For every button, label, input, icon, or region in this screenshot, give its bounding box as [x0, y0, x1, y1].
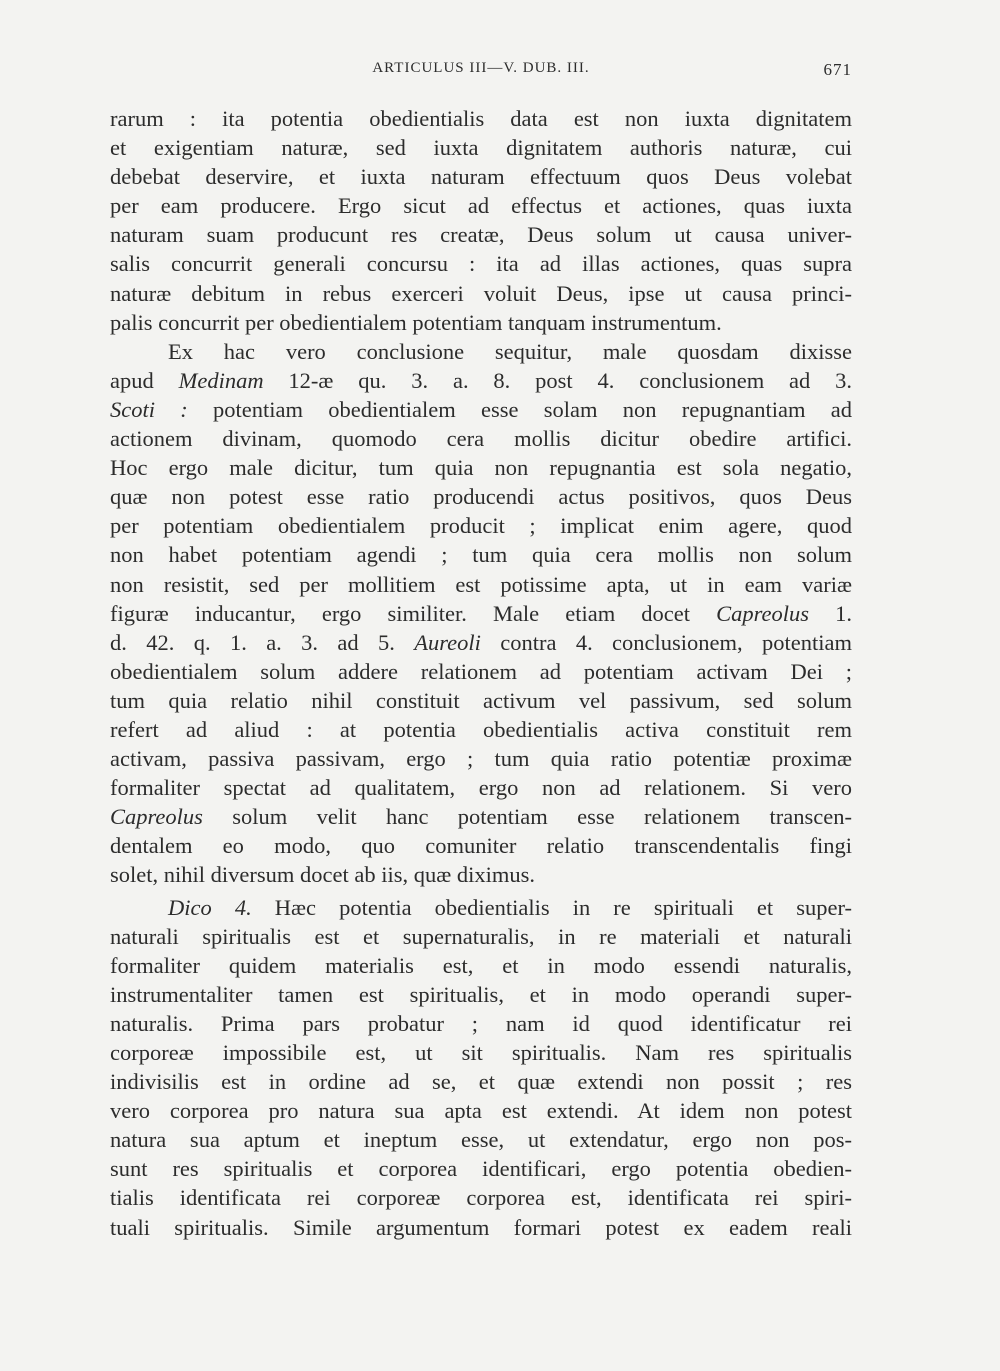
- text-line: [110, 773, 852, 802]
- text-line: [110, 1096, 852, 1125]
- text-line: [110, 599, 852, 628]
- italic-citation: Scoti :: [110, 396, 188, 422]
- text-line: [110, 570, 852, 599]
- text-line: [110, 744, 852, 773]
- text-segment: et exigentiam naturæ, sed iuxta dignitatem authoris naturæ, cui: [110, 135, 852, 161]
- text-segment: sunt res spiritualis et corporea identificari, ergo potentia obedien-: [110, 1156, 852, 1182]
- text-line: [110, 366, 852, 395]
- text-segment: per potentiam obedientialem producit ; implicat enim agere, quod: [110, 513, 852, 539]
- text-segment: instrumentaliter tamen est spiritualis, et in modo operandi super-: [110, 981, 852, 1007]
- text-line: [110, 715, 852, 744]
- text-segment: potentiam obedientialem esse solam non repugnantiam ad: [187, 396, 853, 422]
- text-line: [110, 1183, 852, 1212]
- text-line: [110, 893, 852, 922]
- text-line: [110, 1213, 852, 1242]
- text-segment: quæ non potest esse ratio producendi actus positivos, quos Deus: [110, 484, 852, 510]
- text-segment: contra 4. conclusionem, potentiam: [480, 629, 852, 655]
- text-line: [110, 1154, 852, 1183]
- text-line: [110, 337, 852, 366]
- text-line: [110, 831, 852, 860]
- text-segment: natura sua aptum et ineptum esse, ut extendatur, ergo non pos-: [110, 1127, 852, 1153]
- text-segment: vero corporea pro natura sua apta est extendi. At idem non potest: [110, 1098, 852, 1124]
- text-line: [110, 424, 852, 453]
- text-segment: actionem divinam, quomodo cera mollis dicitur obedire artifici.: [110, 426, 852, 452]
- text-segment: activam, passiva passivam, ergo ; tum quia ratio potentiæ proximæ: [110, 746, 852, 772]
- text-segment: obedientialem solum addere relationem ad potentiam activam Dei ;: [110, 658, 852, 684]
- italic-citation: Dico 4.: [168, 894, 252, 920]
- text-segment: solum velit hanc potentiam esse relationem transcen-: [202, 804, 852, 830]
- text-segment: d. 42. q. 1. a. 3. ad 5.: [110, 629, 415, 655]
- italic-citation: Medinam: [178, 367, 264, 393]
- text-line: [110, 686, 852, 715]
- text-segment: figuræ inducantur, ergo similiter. Male etiam docet: [110, 600, 717, 626]
- text-line: [110, 1125, 852, 1154]
- italic-citation: Capreolus: [716, 600, 810, 626]
- text-segment: 12-æ qu. 3. a. 8. post 4. conclusionem ad 3.: [263, 367, 852, 393]
- text-segment: tialis identificata rei corporeæ corporea est, identificata rei spiri-: [110, 1185, 852, 1211]
- body-text: [110, 104, 852, 1242]
- text-line: [110, 628, 852, 657]
- text-line: [110, 104, 852, 133]
- text-segment: naturæ debitum in rebus exerceri voluit Deus, ipse ut causa princi-: [110, 280, 852, 306]
- text-segment: rarum : ita potentia obedientialis data est non iuxta dignitatem: [110, 106, 852, 131]
- text-segment: non resistit, sed per mollitiem est potissime apta, ut in eam variæ: [110, 571, 852, 597]
- text-line: [110, 951, 852, 980]
- text-segment: debebat deservire, et iuxta naturam effectuum quos Deus volebat: [110, 164, 852, 190]
- text-segment: Ex hac vero conclusione sequitur, male quosdam dixisse: [168, 338, 852, 364]
- text-line: [110, 133, 852, 162]
- text-segment: tuali spiritualis. Simile argumentum formari potest ex eadem reali: [110, 1214, 852, 1240]
- text-line: [110, 922, 852, 951]
- text-line: [110, 980, 852, 1009]
- text-segment: non habet potentiam agendi ; tum quia cera mollis non solum: [110, 542, 852, 568]
- text-line: [110, 482, 852, 511]
- text-segment: formaliter spectat ad qualitatem, ergo non ad relationem. Si vero: [110, 775, 852, 801]
- text-line: [110, 453, 852, 482]
- text-segment: salis concurrit generali concursu : ita ad illas actiones, quas supra: [110, 251, 852, 277]
- text-segment: Hæc potentia obedientialis in re spirituali et super-: [251, 894, 852, 920]
- text-line: [110, 162, 852, 191]
- text-line: [110, 395, 852, 424]
- running-title: ARTICULUS III—V. DUB. III.: [372, 60, 590, 76]
- text-segment: formaliter quidem materialis est, et in modo essendi naturalis,: [110, 952, 852, 978]
- running-head: [110, 60, 852, 88]
- text-segment: tum quia relatio nihil constituit activum vel passivum, sed solum: [110, 687, 852, 713]
- text-segment: palis concurrit per obedientialem potentiam tanquam instrumentum.: [110, 309, 722, 335]
- page-number: 671: [823, 60, 852, 79]
- text-line: [110, 191, 852, 220]
- text-line: [110, 1009, 852, 1038]
- text-line: [110, 279, 852, 308]
- text-line: [110, 308, 852, 337]
- text-segment: per eam producere. Ergo sicut ad effectus et actiones, quas iuxta: [110, 193, 852, 219]
- text-line: [110, 657, 852, 686]
- text-line: [110, 540, 852, 569]
- text-segment: refert ad aliud : at potentia obedientialis activa constituit rem: [110, 716, 852, 742]
- italic-citation: Aureoli: [414, 629, 481, 655]
- text-segment: naturalis. Prima pars probatur ; nam id quod identificatur rei: [110, 1010, 852, 1036]
- text-line: [110, 249, 852, 278]
- text-line: [110, 1038, 852, 1067]
- text-segment: apud: [110, 367, 179, 393]
- text-line: [110, 802, 852, 831]
- text-segment: corporeæ impossibile est, ut sit spiritualis. Nam res spiritualis: [110, 1040, 852, 1065]
- text-line: [110, 860, 852, 889]
- text-segment: Hoc ergo male dicitur, tum quia non repugnantia est sola negatio,: [110, 455, 852, 481]
- text-segment: naturam suam producunt res creatæ, Deus solum ut causa univer-: [110, 222, 852, 248]
- text-line: [110, 511, 852, 540]
- text-line: [110, 220, 852, 249]
- text-segment: 1.: [809, 600, 852, 626]
- text-segment: naturali spiritualis est et supernaturalis, in re materiali et naturali: [110, 923, 852, 949]
- text-line: [110, 1067, 852, 1096]
- text-segment: solet, nihil diversum docet ab iis, quæ diximus.: [110, 862, 535, 888]
- text-segment: dentalem eo modo, quo comuniter relatio transcendentalis fingi: [110, 833, 852, 859]
- text-segment: indivisilis est in ordine ad se, et quæ extendi non possit ; res: [110, 1069, 852, 1095]
- italic-citation: Capreolus: [110, 804, 203, 830]
